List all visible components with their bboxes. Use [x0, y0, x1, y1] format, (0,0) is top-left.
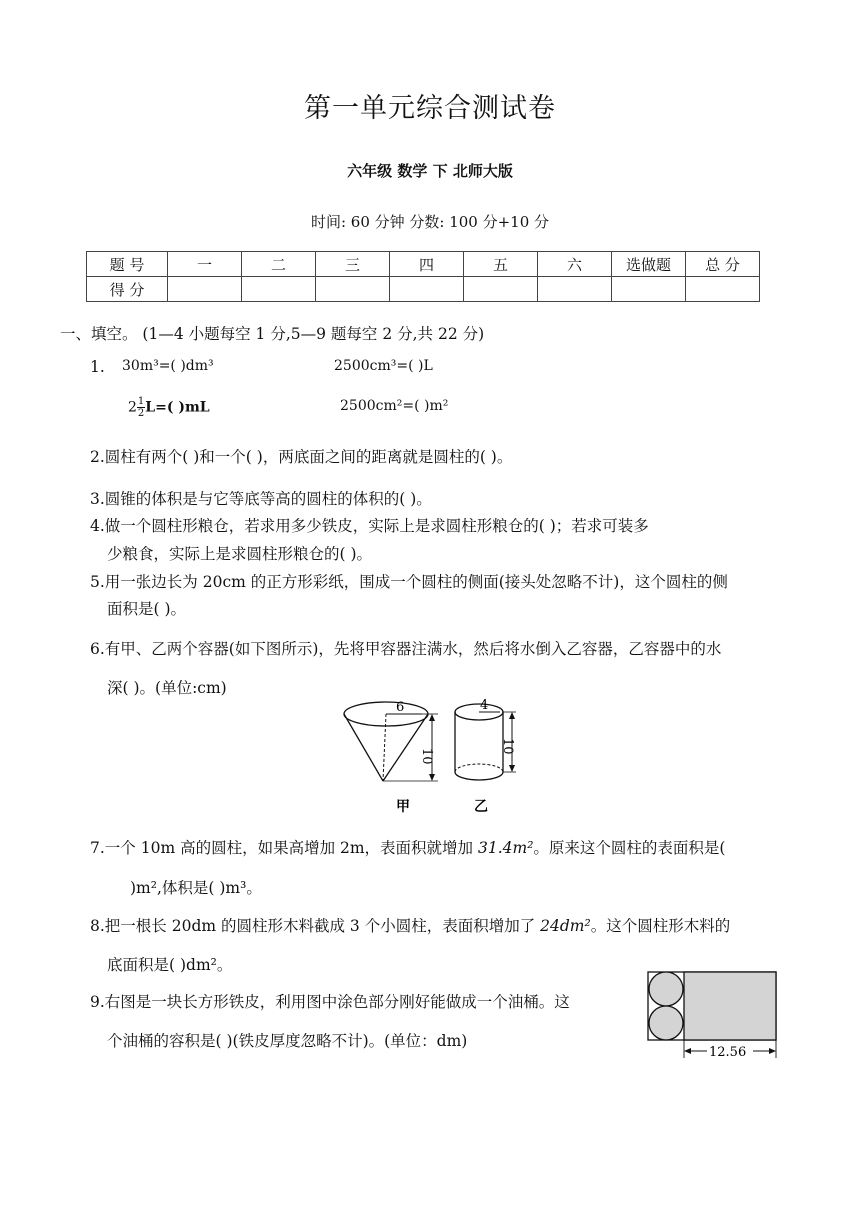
question-6-line-1: 6.有甲、乙两个容器(如下图所示)，先将甲容器注满水，然后将水倒入乙容器，乙容器中的水 [90, 640, 722, 658]
score-cell: 总 分 [686, 252, 760, 277]
cylinder-height-label: 10 [500, 738, 515, 755]
sheet-figure [645, 968, 785, 1064]
score-blank[interactable] [316, 277, 390, 302]
score-table-score-row [87, 277, 760, 302]
score-cell: 选做题 [612, 252, 686, 277]
fraction-numerator: 1 [137, 396, 145, 407]
score-table-header-row [87, 252, 760, 277]
page-title: 第一单元综合测试卷 [304, 93, 556, 124]
cone-radius-label: 6 [396, 700, 405, 715]
mixed-number-whole: 2 [128, 399, 137, 416]
score-cell: 题 号 [87, 252, 168, 277]
score-table [86, 251, 760, 302]
score-blank[interactable] [168, 277, 242, 302]
question-2: 2.圆柱有两个( )和一个( )，两底面之间的距离就是圆柱的( )。 [90, 448, 513, 466]
score-cell: 一 [168, 252, 242, 277]
containers-figure [330, 694, 530, 816]
exam-meta: 时间: 60 分钟 分数: 100 分+10 分 [310, 213, 550, 231]
score-blank[interactable] [612, 277, 686, 302]
shaded-circle-bottom [649, 1006, 683, 1040]
score-row-label: 得 分 [87, 277, 168, 302]
score-blank[interactable] [242, 277, 316, 302]
fraction-denominator: 2 [137, 408, 145, 419]
question-7-text-a: 7.一个 10m 高的圆柱，如果高增加 2m，表面积就增加 [90, 839, 478, 857]
question-9-line-1: 9.右图是一块长方形铁皮，利用图中涂色部分刚好能做成一个油桶。这 [90, 993, 570, 1011]
question-7-text-b: 。原来这个圆柱的表面积是( [533, 839, 726, 857]
question-7-line-2: )m²,体积是( )m³。 [130, 879, 262, 897]
score-cell: 五 [464, 252, 538, 277]
question-1-number: 1. [90, 358, 105, 376]
score-blank[interactable] [538, 277, 612, 302]
shaded-circle-top [649, 972, 683, 1006]
question-1b: 2500cm³=( )L [334, 358, 433, 374]
question-9-line-2: 个油桶的容积是( )(铁皮厚度忽略不计)。(单位：dm) [107, 1032, 468, 1050]
question-8-line-1 [90, 914, 730, 936]
length-label: 12.56 [709, 1045, 747, 1060]
score-cell: 六 [538, 252, 612, 277]
score-cell: 二 [242, 252, 316, 277]
question-3: 3.圆锥的体积是与它等底等高的圆柱的体积的( )。 [90, 490, 432, 508]
question-7-line-1 [90, 836, 725, 858]
question-4-line-1: 4.做一个圆柱形粮仓，若求用多少铁皮，实际上是求圆柱形粮仓的( )；若求可装多 [90, 517, 649, 535]
question-5-line-1: 5.用一张边长为 20cm 的正方形彩纸，围成一个圆柱的侧面(接头处忽略不计)，这个圆柱的侧 [90, 573, 728, 591]
question-5-line-2: 面积是( )。 [107, 600, 187, 618]
container-label-b: 乙 [474, 799, 488, 815]
cylinder-radius-label: 4 [480, 698, 489, 713]
question-6-line-2: 深( )。(单位:cm) [107, 679, 227, 697]
cylinder-container [455, 698, 516, 780]
question-8-line-2: 底面积是( )dm²。 [107, 956, 233, 974]
question-8-text-a: 8.把一根长 20dm 的圆柱形木料截成 3 个小圆柱，表面积增加了 [90, 917, 541, 935]
cone-container [344, 700, 438, 781]
question-8-math: 24dm² [540, 917, 591, 935]
score-blank[interactable] [686, 277, 760, 302]
cone-height-label: 10 [419, 748, 434, 765]
section-heading: 一、填空。 (1—4 小题每空 1 分,5—9 题每空 2 分,共 22 分) [60, 325, 485, 343]
question-4-line-2: 少粮食，实际上是求圆柱形粮仓的( )。 [107, 545, 373, 563]
score-blank[interactable] [464, 277, 538, 302]
score-cell: 四 [390, 252, 464, 277]
question-7-math: 31.4m² [477, 839, 534, 857]
question-1d: 2500cm²=( )m² [340, 398, 449, 414]
question-1c-rest: L=( )mL [145, 399, 210, 416]
subtitle: 六年级 数学 下 北师大版 [347, 162, 513, 180]
score-blank[interactable] [390, 277, 464, 302]
question-8-text-b: 。这个圆柱形木料的 [590, 917, 731, 935]
shaded-rectangle [684, 972, 776, 1040]
question-1a: 30m³=( )dm³ [122, 358, 214, 374]
score-cell: 三 [316, 252, 390, 277]
container-label-a: 甲 [396, 799, 410, 815]
question-1c [128, 396, 210, 419]
